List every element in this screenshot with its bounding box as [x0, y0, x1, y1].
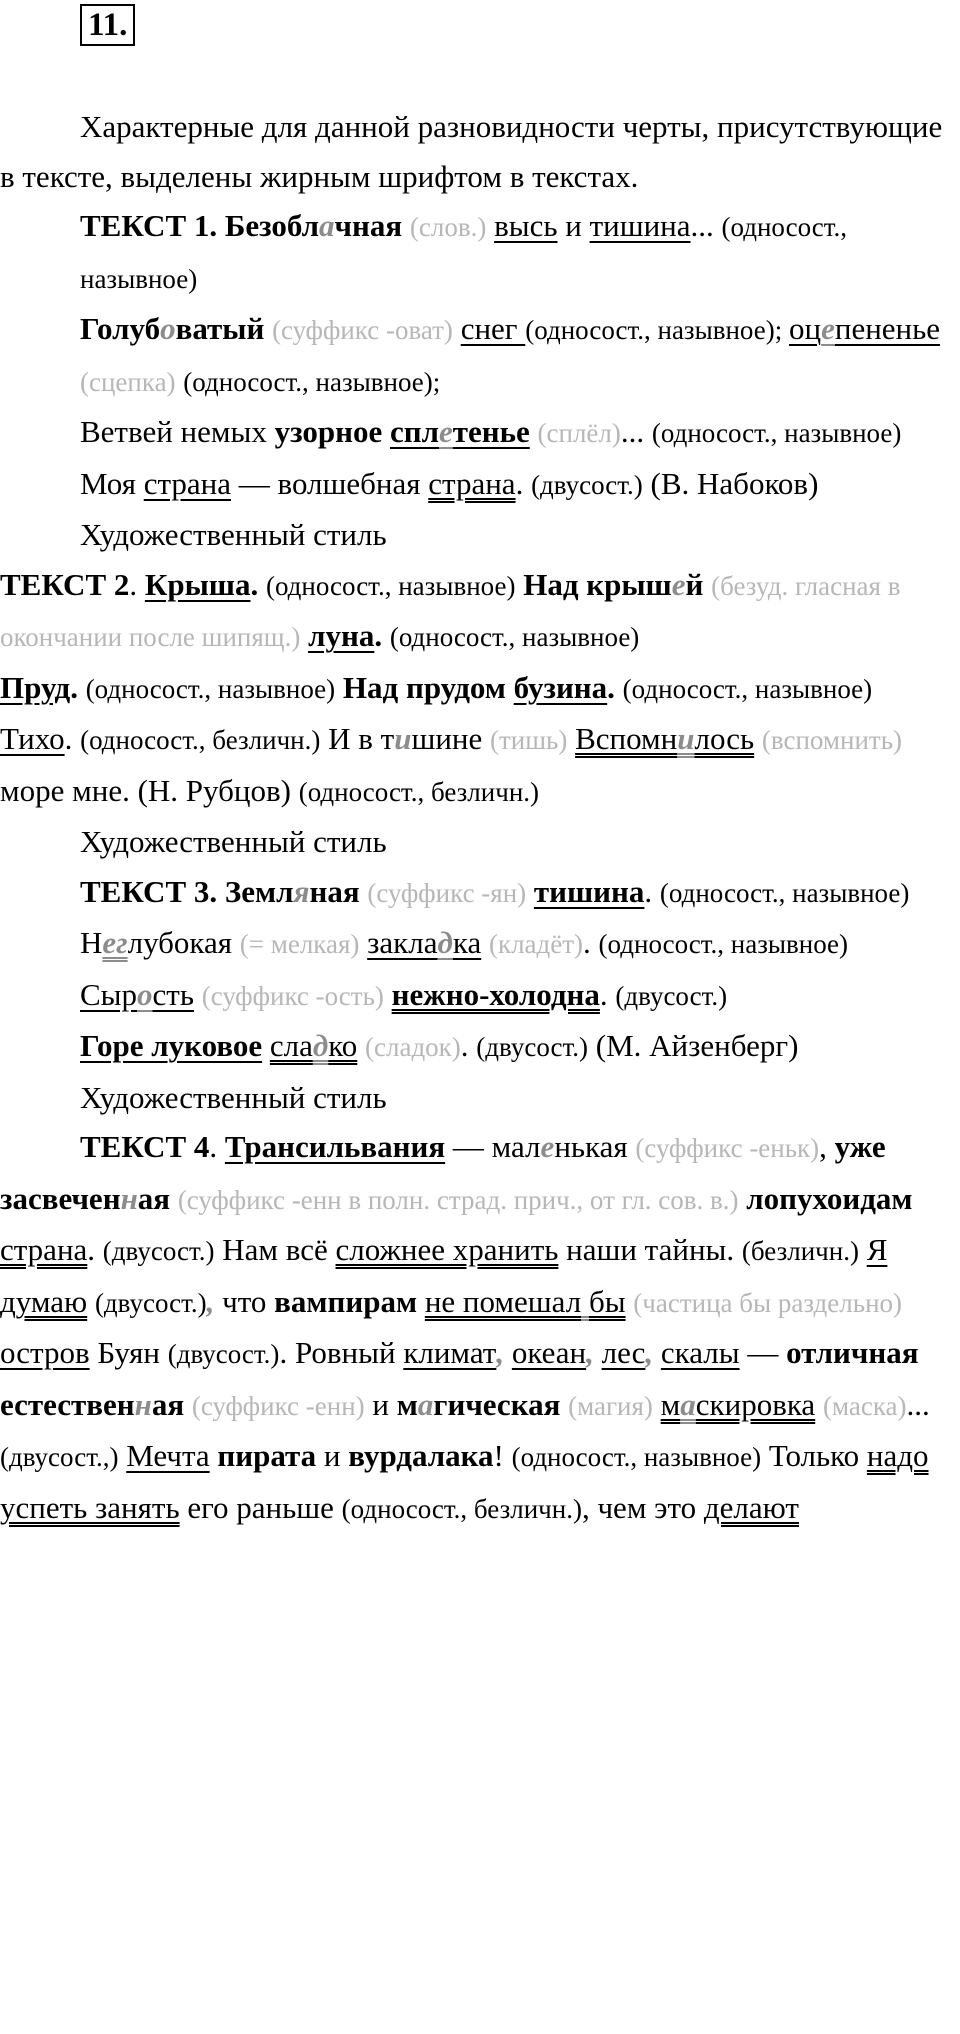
text-run	[504, 1335, 512, 1370]
text-run: ТЕКСТ 4	[80, 1129, 210, 1164]
text-run	[184, 1387, 192, 1422]
text-run: н	[120, 1180, 138, 1216]
text-run: .	[515, 465, 532, 501]
text-run: климат	[403, 1335, 497, 1370]
text-run: (односост., безличн.)	[80, 725, 321, 755]
text-run: и	[677, 721, 695, 756]
text-run: ...	[906, 1386, 930, 1422]
text-run: нежно-холодна	[391, 976, 600, 1012]
text-run: ко	[328, 1028, 358, 1063]
text-run: ая	[151, 1386, 185, 1422]
text-run: Ветвей немых	[80, 414, 275, 449]
text-run: е	[821, 311, 835, 346]
task-number: 11.	[80, 4, 135, 46]
text-run: (сладок)	[365, 1032, 461, 1062]
text-run: отличная естествен	[0, 1335, 919, 1422]
text-run	[506, 670, 514, 705]
text-run: ...	[690, 208, 722, 243]
text-run: .	[374, 618, 383, 653]
text-run: гическая	[433, 1386, 561, 1422]
text-run: (безличн.)	[741, 1236, 859, 1266]
text-run	[384, 977, 392, 1012]
text-run: , чем это	[581, 1489, 704, 1525]
text-run: — мал	[445, 1129, 541, 1164]
text-run: Тихо	[0, 721, 65, 756]
text-run: лубокая	[127, 925, 240, 960]
text-run: (двусост.)	[531, 469, 643, 500]
text-run: высь	[494, 208, 558, 243]
text-run: Вспомн	[575, 721, 678, 756]
text-run	[560, 1387, 568, 1422]
text-run: (вспомнить)	[761, 725, 902, 755]
text-run: а	[417, 1386, 434, 1422]
text-run: ег	[102, 925, 128, 960]
text-run: сть	[152, 976, 194, 1012]
text-run: .	[583, 925, 599, 960]
text-run: узорное	[274, 414, 383, 449]
text-run: лопухоидам	[746, 1180, 913, 1216]
text-run	[486, 208, 494, 243]
text-run: .	[599, 976, 616, 1012]
text-run: (безуд. гласная в окончании после шипящ.)	[0, 570, 901, 652]
text-paragraph	[0, 663, 955, 715]
text-run: Трансильвания	[224, 1129, 446, 1164]
text-run: сла	[269, 1028, 313, 1063]
text-run: (односост., назывное)	[598, 929, 849, 959]
text-run: я	[293, 873, 310, 909]
text-run: (односост., назывное)	[389, 622, 640, 652]
text-run: Сыр	[80, 976, 138, 1012]
text-run: закла	[367, 925, 438, 960]
text-run: ,	[819, 1129, 835, 1164]
text-run: Буян	[89, 1335, 168, 1370]
text-run	[170, 1181, 178, 1216]
text-run: (односост., безличн.)	[341, 1493, 582, 1524]
text-run: м	[660, 1386, 681, 1422]
text-run: скировка	[695, 1386, 816, 1422]
text-run: д	[312, 1028, 329, 1063]
text-run: (односост., назывное)	[622, 673, 873, 704]
text-run: (маска)	[822, 1390, 907, 1421]
style-label: Художественный стиль	[80, 1079, 387, 1115]
text-run: лес	[601, 1335, 646, 1370]
text-run	[335, 670, 343, 705]
text-run: (частица бы раздельно)	[633, 1287, 903, 1318]
text-paragraph	[0, 867, 955, 919]
text-run: ТЕКСТ 1. Безобл	[80, 208, 320, 243]
text-run: ватый	[175, 311, 265, 346]
text-run: .	[64, 721, 81, 756]
text-run: Голуб	[80, 311, 161, 346]
text-run: (суффикс -еньк)	[635, 1133, 820, 1163]
text-run: (сплёл)	[537, 418, 621, 448]
text-run: д	[437, 925, 453, 960]
text-run: Моя	[80, 465, 144, 501]
text-run: скалы	[660, 1335, 740, 1370]
text-run: Пруд	[0, 669, 71, 705]
text-run: (тишь)	[490, 725, 568, 755]
text-run: ная	[309, 873, 360, 909]
text-run: уже засвечен	[0, 1129, 886, 1216]
text-paragraph	[0, 201, 955, 304]
text-run: —	[739, 1335, 787, 1370]
text-run: лось	[694, 721, 755, 756]
text-run	[653, 1387, 661, 1422]
text-run: нькая	[554, 1129, 636, 1164]
style-label: Художественный стиль	[80, 517, 387, 552]
text-run: Горе луковое	[80, 1028, 263, 1063]
text-run: (односост., назывное)	[511, 1442, 762, 1472]
text-run	[530, 414, 538, 449]
text-run: вурдалака	[348, 1438, 494, 1473]
text-run: .	[460, 1028, 477, 1063]
text-run: .	[70, 669, 78, 705]
text-run: (суффикс -енн)	[191, 1390, 365, 1421]
text-paragraph	[0, 407, 955, 459]
text-run: (слов.)	[409, 212, 487, 242]
text-run	[258, 567, 266, 602]
text-run: тишина	[589, 208, 691, 243]
text-run: страна	[428, 465, 516, 501]
text-run	[615, 670, 623, 705]
text-run: (односост., назывное)	[80, 212, 848, 294]
text-run: (двусост.)	[615, 980, 728, 1011]
text-run: м	[396, 1386, 418, 1422]
text-run: ,	[496, 1335, 505, 1370]
text-paragraph	[0, 560, 955, 663]
text-run: и	[316, 1438, 349, 1473]
text-run: океан	[511, 1335, 587, 1370]
text-run: оц	[789, 311, 822, 346]
text-run	[815, 1387, 823, 1422]
text-run: (В. Набоков)	[642, 465, 819, 501]
text-run	[653, 1335, 661, 1370]
text-run: ,	[645, 1335, 654, 1370]
text-run: бы	[588, 1283, 626, 1319]
text-run: вампирам	[274, 1283, 418, 1319]
text-run: пененье	[834, 311, 941, 346]
text-run: а	[680, 1386, 696, 1422]
text-run: е	[540, 1129, 555, 1164]
text-run	[402, 208, 410, 243]
text-run: (односост., назывное);	[525, 315, 789, 345]
text-run	[382, 618, 390, 653]
text-run: Крыша	[144, 566, 251, 602]
text-run: что	[214, 1283, 275, 1319]
text-run	[357, 1028, 365, 1063]
text-run: . Ровный	[279, 1335, 404, 1370]
intro-paragraph: Характерные для данной разновидности черты, присутствующие в тексте, выделены жирным шрифтом в текстах.	[0, 109, 943, 194]
text-run: (суффикс -оват)	[272, 315, 453, 345]
text-paragraph	[0, 714, 955, 817]
text-run: ТЕКСТ 2	[0, 566, 130, 602]
text-run: (односост., безличн.)	[298, 776, 540, 807]
text-run: е	[439, 414, 453, 449]
text-run: И в т	[320, 721, 395, 756]
text-run: шине	[411, 721, 491, 756]
text-run: чная	[334, 208, 403, 243]
text-paragraph	[0, 918, 955, 970]
text-run	[581, 1284, 589, 1319]
text-run	[194, 977, 202, 1012]
text-paragraph	[0, 304, 955, 407]
text-paragraphs	[0, 201, 955, 1534]
text-run: а	[319, 208, 335, 243]
text-run: думаю	[0, 1283, 88, 1319]
text-run: пирата	[217, 1438, 317, 1473]
text-run: .	[644, 873, 660, 909]
text-run: — волшебная	[231, 465, 429, 501]
text-paragraph	[0, 1021, 955, 1073]
text-run: и	[394, 721, 412, 756]
text-run: Нам всё	[214, 1232, 336, 1267]
text-run	[264, 311, 272, 346]
text-run: (двусост.)	[102, 1236, 215, 1266]
text-run: ...	[620, 414, 652, 449]
text-run	[78, 670, 86, 705]
text-run	[703, 567, 711, 602]
text-run: делают	[703, 1489, 799, 1525]
text-paragraph	[0, 1122, 955, 1534]
text-run: Над крыш	[523, 566, 672, 602]
text-run: (= мелкая)	[239, 929, 360, 959]
text-run: (суффикс -ость)	[201, 980, 384, 1011]
text-run: .	[607, 669, 615, 705]
text-run: море мне. (Н. Рубцов)	[0, 772, 299, 808]
text-run	[453, 311, 461, 346]
answer-text	[0, 102, 955, 1534]
text-run: (кладёт)	[488, 929, 584, 959]
text-run	[526, 874, 534, 909]
text-run: (односост., назывное)	[651, 418, 902, 448]
text-run: страна	[143, 465, 232, 501]
text-run: сложнее хранить	[335, 1232, 559, 1267]
text-run: о	[160, 311, 176, 346]
text-run	[262, 1028, 270, 1063]
text-run: Над прудом	[342, 669, 506, 705]
text-run: надо успеть занять	[0, 1438, 929, 1525]
text-run: .	[250, 566, 259, 602]
text-paragraph	[0, 970, 955, 1022]
text-run	[567, 721, 575, 756]
text-run: .	[87, 1232, 103, 1267]
text-run: Только	[761, 1438, 867, 1473]
text-run: тенье	[452, 414, 530, 449]
text-run: !	[493, 1438, 512, 1473]
text-run: (двусост.,)	[0, 1442, 119, 1472]
text-run: луна	[308, 618, 375, 653]
text-run: н	[134, 1386, 152, 1422]
text-run: тишина	[533, 873, 645, 909]
text-run	[754, 721, 762, 756]
text-run: (односост., назывное)	[85, 673, 336, 704]
text-run: о	[137, 976, 153, 1012]
text-run: (сцепка)	[80, 366, 176, 397]
text-run: остров	[0, 1335, 90, 1370]
text-run: ая	[137, 1180, 171, 1216]
text-run: (суффикс -ян)	[367, 877, 527, 908]
text-run: снег	[460, 311, 526, 346]
text-run: спл	[389, 414, 439, 449]
text-run: ,	[586, 1335, 594, 1370]
style-label: Художественный стиль	[80, 824, 387, 859]
text-run: Н	[80, 925, 103, 960]
text-paragraph	[0, 459, 955, 511]
text-run: наши тайны.	[558, 1232, 742, 1267]
text-run: е	[671, 566, 686, 602]
text-run: страна	[0, 1232, 88, 1267]
text-run: Мечта	[126, 1438, 210, 1473]
text-run	[87, 1284, 95, 1319]
text-run: (односост., назывное)	[659, 877, 910, 908]
text-run: й	[685, 566, 704, 602]
text-run: (односост., назывное);	[183, 366, 441, 397]
text-run: (суффикс -енн в полн. страд. прич., от гл. сов. в.)	[177, 1184, 739, 1215]
text-run: Я	[866, 1232, 888, 1267]
text-run	[594, 1335, 602, 1370]
text-run: (двусост.)	[167, 1339, 280, 1369]
text-run: (односост., назывное)	[265, 570, 516, 601]
text-run: (двусост.)	[94, 1287, 207, 1318]
text-run: .	[129, 566, 145, 602]
text-run: бузина	[513, 669, 608, 705]
text-run: (магия)	[568, 1390, 653, 1421]
text-run: (двусост.)	[476, 1032, 589, 1062]
text-run: и	[364, 1386, 397, 1422]
text-run: ТЕКСТ 3. Земл	[80, 873, 294, 909]
text-run	[481, 925, 489, 960]
text-run	[359, 925, 367, 960]
text-run	[300, 618, 308, 653]
text-run	[382, 414, 390, 449]
text-run: ка	[452, 925, 482, 960]
text-run: ,	[206, 1283, 215, 1319]
text-run: не помешал	[424, 1283, 582, 1319]
text-run: .	[209, 1129, 225, 1164]
text-run	[859, 1232, 867, 1267]
text-run: его раньше	[179, 1489, 342, 1525]
text-run: (М. Айзенберг)	[588, 1028, 799, 1063]
text-run: и	[557, 208, 590, 243]
text-run	[417, 1284, 425, 1319]
